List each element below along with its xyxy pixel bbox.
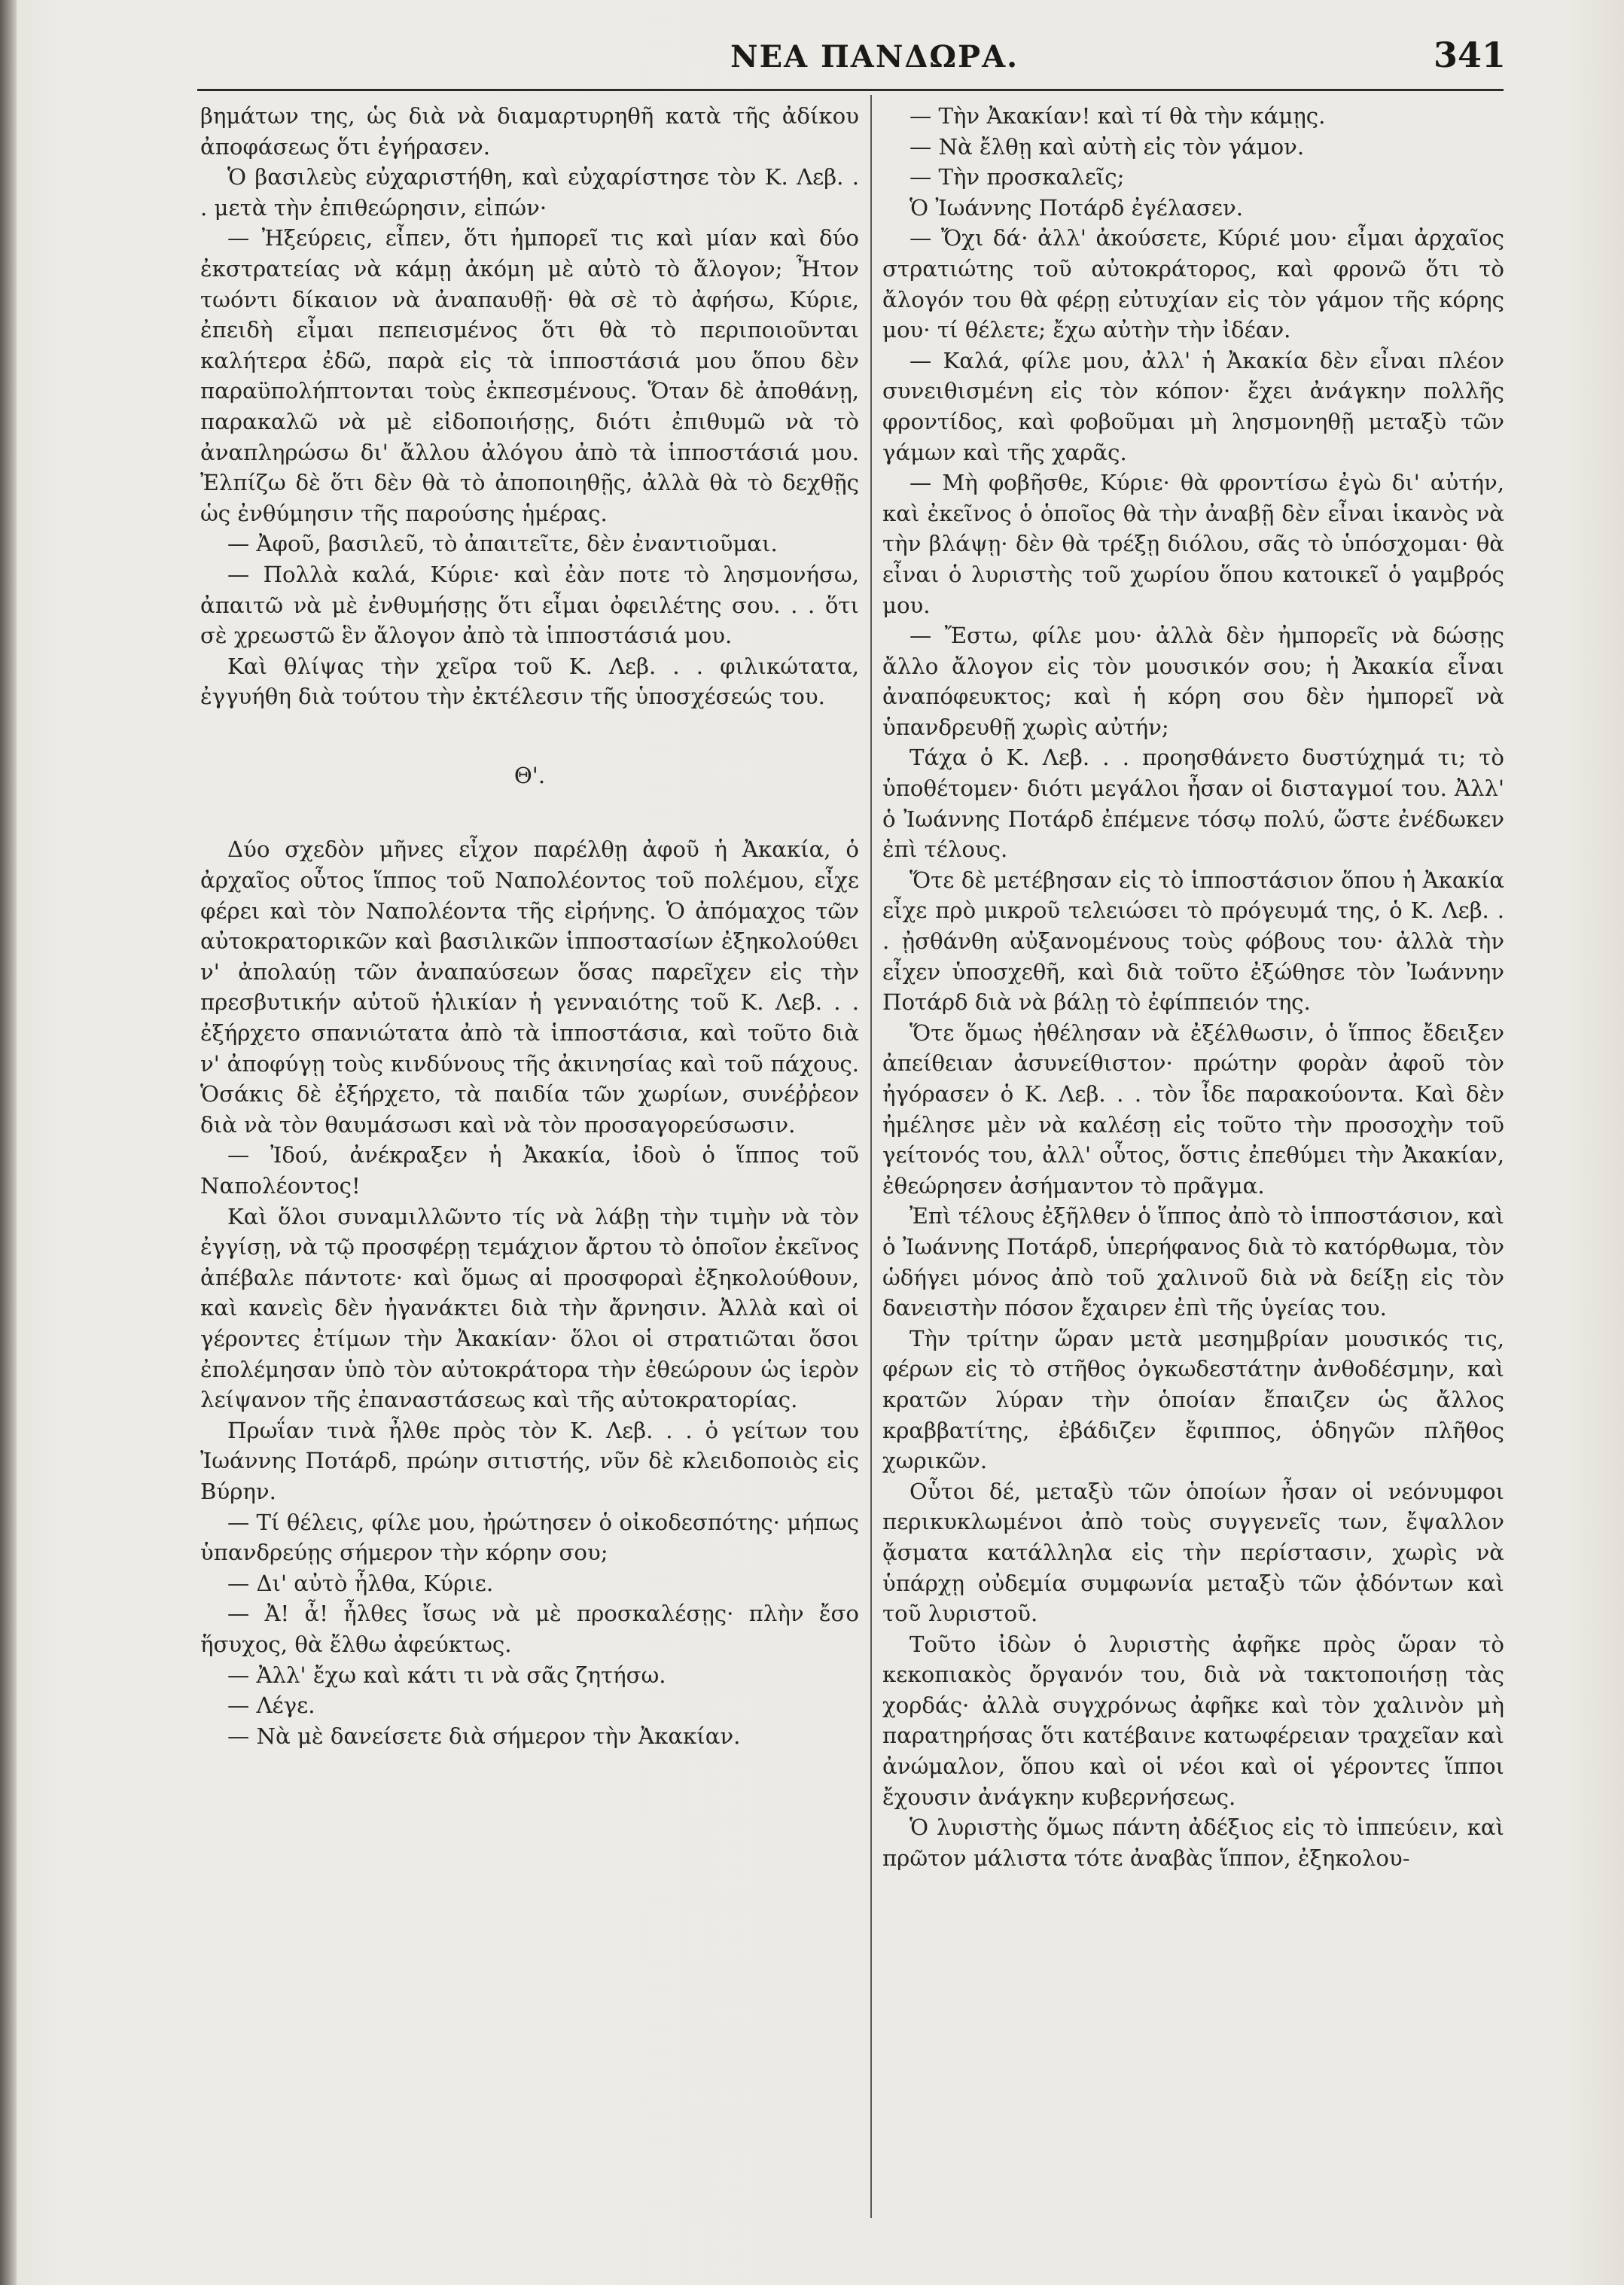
paragraph: — Τὴν Ἀκακίαν! καὶ τί θὰ τὴν κάμῃς. xyxy=(910,103,1326,129)
paragraph: Καὶ ὅλοι συναμιλλῶντο τίς νὰ λάβῃ τὴν τιμὴν νὰ τὸν ἐγγίσῃ, νὰ τῷ προσφέρῃ τεμάχιον ἄρτου τὸ ὁποῖον ἐκεῖνος ἀπέβαλε πάντοτε· καὶ ὅμως αἱ προσφοραὶ ἐξηκολούθουν, καὶ κανεὶς δὲν ἠγανάκτει διὰ τὴν ἄρνησιν. Ἀλλὰ καὶ οἱ γέροντες ἐτίμων τὴν Ἀκακίαν· ὅλοι οἱ στρατιῶται ὅσοι ἐπολέμησαν ὑπὸ τὸν αὐτοκράτορα τὴν ἐθεώρουν ὡς ἱερὸν λείψανον τῆς ἐπαναστάσεως καὶ τῆς αὐτοκρατορίας. xyxy=(200,1203,859,1413)
paragraph: — Μὴ φοβῆσθε, Κύριε· θὰ φροντίσω ἐγὼ δι' αὐτήν, καὶ ἐκεῖνος ὁ ὁποῖος θὰ τὴν ἀναβῇ δὲν εἶναι ἱκανὸς νὰ τὴν βλάψῃ· δὲν θὰ τρέξῃ διόλου, σᾶς τὸ ὑπόσχομαι· θὰ εἶναι ὁ λυριστὴς τοῦ χωρίου ὅπου κατοικεῖ ὁ γαμβρός μου. xyxy=(882,470,1504,618)
paragraph: Ὁ βασιλεὺς εὐχαριστήθη, καὶ εὐχαρίστησε τὸν Κ. Λεβ. . . μετὰ τὴν ἐπιθεώρησιν, εἰπών· xyxy=(200,164,859,221)
page-header xyxy=(196,35,1506,84)
page-number: 341 xyxy=(1433,35,1506,75)
paragraph: — Ἀφοῦ, βασιλεῦ, τὸ ἀπαιτεῖτε, δὲν ἐναντιοῦμαι. xyxy=(227,531,778,557)
paragraph: Ὁ Ἰωάννης Ποτάρδ ἐγέλασεν. xyxy=(910,194,1244,221)
paragraph: Ὅτε δὲ μετέβησαν εἰς τὸ ἱπποστάσιον ὅπου ἡ Ἀκακία εἶχε πρὸ μικροῦ τελειώσει τὸ πρόγευμά της, ὁ Κ. Λεβ. . . ᾐσθάνθη αὐξανομένους τοὺς φόβους του· ἀλλὰ τὴν εἶχεν ὑποσχεθῆ, καὶ διὰ τοῦτο ἐξώθησε τὸν Ἰωάννην Ποτάρδ διὰ νὰ βάλῃ τὸ ἐφίππειόν της. xyxy=(882,867,1504,1016)
paragraph: — Τί θέλεις, φίλε μου, ἠρώτησεν ὁ οἰκοδεσπότης· μήπως ὑπανδρεύῃς σήμερον τὴν κόρην σου; xyxy=(200,1509,859,1566)
paragraph: Τὴν τρίτην ὥραν μετὰ μεσημβρίαν μουσικός τις, φέρων εἰς τὸ στῆθος ὀγκωδεστάτην ἀνθοδέσμην, καὶ κρατῶν λύραν τὴν ὁποίαν ἔπαιζεν ὡς ἄλλος κραββατίτης, ἐβάδιζεν ἔφιππος, ὁδηγῶν πλῆθος χωρικῶν. xyxy=(882,1325,1504,1474)
paragraph: Ὁ λυριστὴς ὅμως πάντη ἀδέξιος εἰς τὸ ἱππεύειν, καὶ πρῶτον μάλιστα τότε ἀναβὰς ἵππον, ἐξηκολου- xyxy=(882,1814,1504,1871)
paragraph: — Ὄχι δά· ἀλλ' ἀκούσετε, Κύριέ μου· εἶμαι ἀρχαῖος στρατιώτης τοῦ αὐτοκράτορος, καὶ φρονῶ ὅτι τὸ ἄλογόν του θὰ φέρῃ εὐτυχίαν εἰς τὸν γάμον τῆς κόρης μου· τί θέλετε; ἔχω αὐτὴν τὴν ἰδέαν. xyxy=(882,225,1504,343)
running-title: ΝΕΑ ΠΑΝΔΩΡΑ. xyxy=(730,39,1019,75)
paragraph: — Καλά, φίλε μου, ἀλλ' ἡ Ἀκακία δὲν εἶναι πλέον συνειθισμένη εἰς τὸν κόπον· ἔχει ἀνάγκην πολλῆς φροντίδος, καὶ φοβοῦμαι μὴ λησμονηθῇ μεταξὺ τῶν γάμων καὶ τῆς χαρᾶς. xyxy=(882,347,1504,465)
paragraph: — Λέγε. xyxy=(227,1692,315,1719)
section-heading: Θ'. xyxy=(513,762,546,788)
paragraph: βημάτων της, ὡς διὰ νὰ διαμαρτυρηθῆ κατὰ τῆς ἀδίκου ἀποφάσεως ὅτι ἐγήρασεν. xyxy=(200,103,859,160)
paragraph: — Δι' αὐτὸ ἦλθα, Κύριε. xyxy=(227,1570,494,1596)
paragraph: Οὗτοι δέ, μεταξὺ τῶν ὁποίων ἦσαν οἱ νεόνυμφοι περικυκλωμένοι ἀπὸ τοὺς συγγενεῖς των, ἔψαλλον ᾄσματα κατάλληλα εἰς τὴν περίστασιν, χωρὶς νὰ ὑπάρχῃ οὐδεμία συμφωνία μεταξὺ τῶν ᾀδόντων καὶ τοῦ λυριστοῦ. xyxy=(882,1478,1504,1627)
book-gutter-shadow xyxy=(0,0,17,2285)
column-divider xyxy=(870,95,872,2218)
paragraph: Τάχα ὁ Κ. Λεβ. . . προησθάνετο δυστύχημά τι; τὸ ὑποθέτομεν· διότι μεγάλοι ἦσαν οἱ δισταγμοί του. Ἀλλ' ὁ Ἰωάννης Ποτάρδ ἐπέμενε τόσῳ πολύ, ὥστε ἐνέδωκεν ἐπὶ τέλους. xyxy=(882,745,1504,863)
paragraph: — Τὴν προσκαλεῖς; xyxy=(910,164,1125,190)
paragraph: Τοῦτο ἰδὼν ὁ λυριστὴς ἀφῆκε πρὸς ὥραν τὸ κεκοπιακὸς ὄργανόν του, διὰ νὰ τακτοποιήσῃ τὰς χορδάς· ἀλλὰ συγχρόνως ἀφῆκε καὶ τὸν χαλινὸν μὴ παρατηρήσας ὅτι κατέβαινε κατωφέρειαν τραχεῖαν καὶ ἀνώμαλον, ὅπου καὶ οἱ νέοι καὶ οἱ γέροντες ἵπποι ἔχουσιν ἀνάγκην κυβερνήσεως. xyxy=(882,1631,1504,1810)
right-column xyxy=(882,101,1504,1873)
paragraph: Ἐπὶ τέλους ἐξῆλθεν ὁ ἵππος ἀπὸ τὸ ἱπποστάσιον, καὶ ὁ Ἰωάννης Ποτάρδ, ὑπερήφανος διὰ τὸ κατόρθωμα, τὸν ὡδήγει μόνος ἀπὸ τοῦ χαλινοῦ διὰ νὰ δείξῃ εἰς τὸν δανειστὴν πόσον ἔχαιρεν ἐπὶ τῆς ὑγείας του. xyxy=(882,1203,1504,1321)
paragraph: Δύο σχεδὸν μῆνες εἶχον παρέλθῃ ἀφοῦ ἡ Ἀκακία, ὁ ἀρχαῖος οὗτος ἵππος τοῦ Ναπολέοντος τοῦ πολέμου, εἶχε φέρει καὶ τὸν Ναπολέοντα τῆς εἰρήνης. Ὁ ἀπόμαχος τῶν αὐτοκρατορικῶν καὶ βασιλικῶν ἱπποστασίων ἐξηκολούθει ν' ἀπολαύῃ τῶν ἀναπαύσεων ὅσας παρεῖχεν εἰς τὴν πρεσβυτικήν αὐτοῦ ἡλικίαν ἡ γενναιότης τοῦ Κ. Λεβ. . . ἐξήρχετο σπανιώτατα ἀπὸ τὰ ἱπποστάσια, καὶ τοῦτο διὰ ν' ἀποφύγῃ τοὺς κινδύνους τῆς ἀκινησίας καὶ τοῦ πάχους. Ὁσάκις δὲ ἐξήρχετο, τὰ παιδία τῶν χωρίων, συνέῤῥεον διὰ νὰ τὸν θαυμάσωσι καὶ νὰ τὸν προσαγορεύσωσιν. xyxy=(200,836,859,1138)
paragraph: — Πολλὰ καλά, Κύριε· καὶ ἐὰν ποτε τὸ λησμονήσω, ἀπαιτῶ νὰ μὲ ἐνθυμήσῃς ὅτι εἶμαι ὀφειλέτης σου. . . ὅτι σὲ χρεωστῶ ἓν ἄλογον ἀπὸ τὰ ἱπποστάσιά μου. xyxy=(200,561,859,649)
paragraph: — Ἀλλ' ἔχω καὶ κάτι τι νὰ σᾶς ζητήσω. xyxy=(227,1662,666,1688)
paragraph: Καὶ θλίψας τὴν χεῖρα τοῦ Κ. Λεβ. . . φιλικώτατα, ἐγγυήθη διὰ τούτου τὴν ἐκτέλεσιν τῆς ὑποσχέσεώς του. xyxy=(200,653,859,710)
paragraph: — Ἠξεύρεις, εἶπεν, ὅτι ἠμπορεῖ τις καὶ μίαν καὶ δύο ἐκστρατείας νὰ κάμῃ ἀκόμη μὲ αὐτὸ τὸ ἄλογον; Ἦτον τωόντι δίκαιον νὰ ἀναπαυθῇ· θὰ σὲ τὸ ἀφήσω, Κύριε, ἐπειδὴ εἶμαι πεπεισμένος ὅτι θὰ τὸ περιποιοῦνται καλήτερα ἐδῶ, παρὰ εἰς τὰ ἱπποστάσιά μου ὅπου δὲν παραϋπολήπτονται τοὺς ἐκπεσμένους. Ὅταν δὲ ἀποθάνῃ, παρακαλῶ νὰ μὲ εἰδοποιήσῃς, διότι ἐπιθυμῶ νὰ τὸ ἀναπληρώσω δι' ἄλλου ἀλόγου ἀπὸ τὰ ἱπποστάσιά μου. Ἐλπίζω δὲ ὅτι δὲν θὰ τὸ ἀποποιηθῇς, ἀλλὰ θὰ τὸ δεχθῇς ὡς ἐνθύμησιν τῆς παρούσης ἡμέρας. xyxy=(200,225,859,526)
paragraph: — Νὰ ἔλθῃ καὶ αὐτὴ εἰς τὸν γάμον. xyxy=(910,133,1305,160)
paragraph: — Ἔστω, φίλε μου· ἀλλὰ δὲν ἠμπορεῖς νὰ δώσῃς ἄλλο ἄλογον εἰς τὸν μουσικόν σου; ἡ Ἀκακία εἶναι ἀναπόφευκτος; καὶ ἡ κόρη σου δὲν ἠμπορεῖ νὰ ὑπανδρευθῇ χωρὶς αὐτήν; xyxy=(882,623,1504,740)
left-column xyxy=(200,101,859,1751)
paragraph: — Ἰδού, ἀνέκραξεν ἡ Ἀκακία, ἰδοὺ ὁ ἵππος τοῦ Ναπολέοντος! xyxy=(200,1142,859,1199)
paragraph: Ὅτε ὅμως ἠθέλησαν νὰ ἐξέλθωσιν, ὁ ἵππος ἔδειξεν ἀπείθειαν ἀσυνείθιστον· πρώτην φορὰν ἀφοῦ τὸν ἠγόρασεν ὁ Κ. Λεβ. . . τὸν ἶδε παρακούοντα. Καὶ δὲν ἠμέλησε μὲν νὰ καλέσῃ εἰς τοῦτο τὴν προσοχὴν τοῦ γείτονός του, ἀλλ' οὗτος, ὅστις ἐπεθύμει τὴν Ἀκακίαν, ἐθεώρησεν ἀσήμαντον τὸ πρᾶγμα. xyxy=(882,1019,1504,1199)
paragraph: — Ἀ! ἆ! ἦλθες ἴσως νὰ μὲ προσκαλέσῃς· πλὴν ἔσο ἥσυχος, θὰ ἔλθω ἀφεύκτως. xyxy=(200,1601,859,1657)
paragraph: — Νὰ μὲ δανείσετε διὰ σήμερον τὴν Ἀκακίαν. xyxy=(227,1723,741,1749)
paragraph: Πρωΐαν τινὰ ἦλθε πρὸς τὸν Κ. Λεβ. . . ὁ γείτων του Ἰωάννης Ποτάρδ, πρώην σιτιστής, νῦν δὲ κλειδοποιὸς εἰς Βύρην. xyxy=(200,1417,859,1504)
header-rule xyxy=(197,89,1504,91)
